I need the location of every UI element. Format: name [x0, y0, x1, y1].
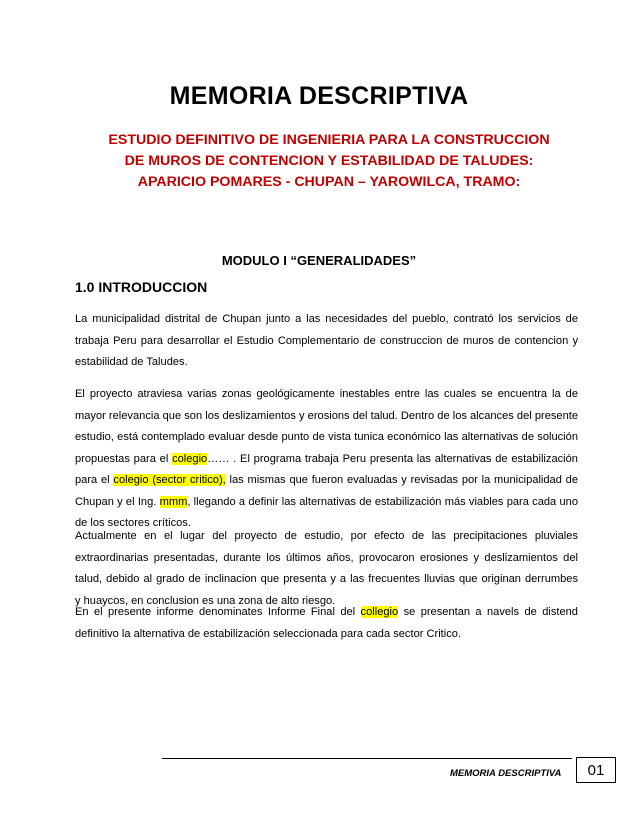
- text-run: En el presente informe denominates Informe Final del: [75, 606, 356, 618]
- text-run: Chupan y el Ing.: [75, 495, 157, 508]
- text-line: El proyecto atraviesa varias zonas geológicamente inestables entre las cuales se encuentra la de: [75, 388, 578, 400]
- document-subtitle: [60, 130, 598, 193]
- text-line: y huaycos, en conclusion es una zona de alto riesgo.: [75, 594, 336, 607]
- section-heading: 1.0 INTRODUCCION: [75, 279, 208, 295]
- text-line: de los sectores críticos.: [75, 517, 191, 529]
- subtitle-line: ESTUDIO DEFINITIVO DE INGENIERIA PARA LA CONSTRUCCION: [108, 132, 550, 148]
- paragraph-1: [75, 309, 578, 374]
- text-line: [75, 492, 578, 514]
- document-title: MEMORIA DESCRIPTIVA: [169, 82, 469, 110]
- text-run: propuestas para el: [75, 452, 169, 465]
- text-run: se presentan a navels de distend: [403, 606, 578, 618]
- text-line: estabilidad de Taludes.: [75, 356, 188, 368]
- text-line: La municipalidad distrital de Chupan junto a las necesidades del pueblo, contrató los servicios de: [75, 313, 578, 325]
- page-number: 01: [576, 757, 616, 783]
- text-line: trabaja Peru para desarrollar el Estudio Complementario de construccion de muros de contencion y: [75, 334, 578, 347]
- text-line: Actualmente en el lugar del proyecto de estudio, por efecto de las precipitaciones pluviales: [75, 530, 578, 542]
- text-run: para el: [75, 474, 110, 486]
- highlighted-text: collegio: [360, 606, 399, 618]
- text-line: definitivo la alternativa de estabilización seleccionada para cada sector Critico.: [75, 627, 462, 640]
- text-line: [75, 449, 578, 471]
- paragraph-3: [75, 526, 578, 612]
- subtitle-line: DE MUROS DE CONTENCION Y ESTABILIDAD DE TALUDES:: [124, 153, 534, 169]
- text-line: [75, 470, 578, 492]
- footer-label: MEMORIA DESCRIPTIVA: [450, 768, 562, 779]
- text-line: [75, 602, 578, 624]
- text-run: las mismas que fueron evaluadas y revisadas por la municipalidad de: [229, 474, 578, 486]
- paragraph-4: [75, 602, 578, 645]
- module-title: MODULO I “GENERALIDADES”: [221, 253, 417, 268]
- paragraph-2: [75, 384, 578, 535]
- highlighted-text: colegio: [172, 452, 208, 465]
- highlighted-text: mmm: [159, 495, 188, 508]
- footer-divider: [162, 758, 572, 759]
- text-line: talud, debido al grado de inclinacion que presenta y a las frecuentes lluvias que originan derrumbes: [75, 573, 578, 585]
- text-line: estudio, está contemplado evaluar desde punto de vista tunica económico las alternativas de solución: [75, 431, 578, 443]
- subtitle-line: APARICIO POMARES - CHUPAN – YAROWILCA, TRAMO:: [137, 174, 521, 190]
- text-line: mayor relevancia que son los deslizamientos y erosions del talud. Dentro de los alcances del presente: [75, 409, 578, 422]
- highlighted-text: colegio (sector critico),: [113, 474, 226, 486]
- text-run: , llegando a definir las alternativas de estabilización más viables para cada uno: [187, 495, 578, 508]
- text-run: …… . El programa trabaja Peru presenta las alternativas de estabilización: [207, 452, 578, 465]
- text-line: extraordinarias presentadas, durante los últimos años, provocaron erosiones y deslizamientos del: [75, 551, 578, 564]
